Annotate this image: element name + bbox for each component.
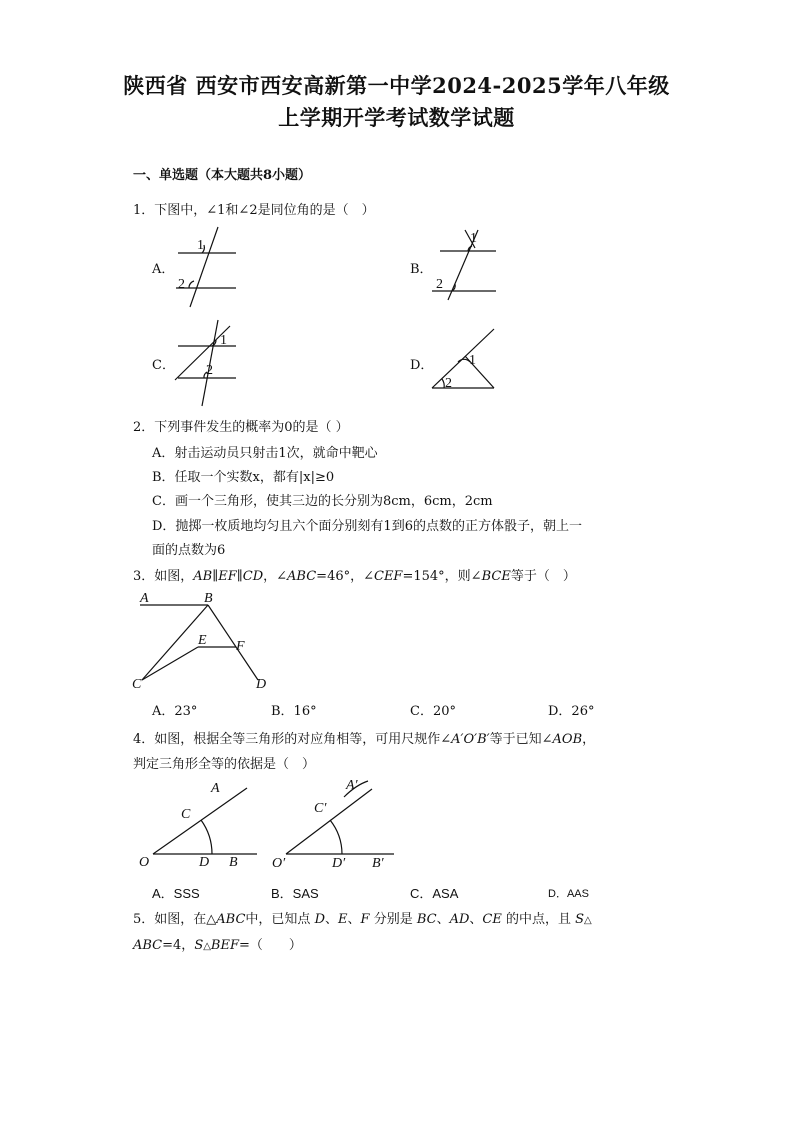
q4r-label-A: A′ [346, 778, 358, 793]
q2-option-c: C．画一个三角形，使其三边的长分别为8cm，6cm，2cm [152, 494, 493, 509]
q1-option-a-label: A． [152, 262, 175, 277]
q3-option-c: C．20° [410, 704, 456, 719]
q4-option-d: D．AAS [548, 888, 589, 900]
q4-option-c: C．ASA [410, 886, 459, 901]
q2-option-b: B．任取一个实数x，都有|x|≥0 [152, 470, 335, 485]
question-4-stem-line1: 4．如图，根据全等三角形的对应角相等，可用尺规作∠A′O′B′等于已知∠AOB， [133, 732, 596, 747]
q4l-label-C: C [181, 807, 191, 822]
q1c-mark-2: 2 [206, 363, 213, 378]
q4r-label-B: B′ [372, 856, 384, 871]
q1-option-c-label: C． [152, 358, 175, 373]
q1-figure-a [170, 225, 250, 310]
question-5-stem-line2: ABC=4，S△BEF=（ ） [133, 938, 302, 953]
q3-option-b: B．16° [271, 704, 317, 719]
q1-figure-b [430, 228, 505, 303]
question-4-stem-line2: 判定三角形全等的依据是（ ） [133, 757, 316, 772]
q3-label-B: B [204, 591, 213, 606]
q4l-label-B: B [229, 855, 238, 870]
q4l-label-A: A [211, 781, 220, 796]
q3-label-F: F [236, 639, 245, 654]
q2-option-a: A．射击运动员只射击1次，就命中靶心 [152, 446, 378, 461]
q2-option-d-line2: 面的点数为6 [152, 543, 226, 558]
page-title-line1: 陕西省 西安市西安高新第一中学2024-2025学年八年级 [123, 73, 670, 98]
q1-figure-c [170, 318, 245, 408]
q3-figure [130, 588, 275, 690]
question-3-stem: 3．如图，AB∥EF∥CD，∠ABC=46°，∠CEF=154°，则∠BCE等于（ ） [133, 569, 576, 584]
q1b-mark-1: 1 [470, 231, 477, 246]
q1-option-d-label: D． [410, 358, 434, 373]
q1-figure-d [430, 326, 500, 391]
q4-option-a: A．SSS [152, 886, 200, 901]
question-5-stem-line1: 5．如图，在△ABC中，已知点 D、E、F 分别是 BC、AD、CE 的中点，且 S△ [133, 912, 592, 927]
q4r-label-O: O′ [272, 856, 286, 871]
q1-option-b-label: B． [410, 262, 433, 277]
q4-option-b: B．SAS [271, 886, 319, 901]
q3-label-D: D [256, 677, 267, 692]
q4l-label-O: O [139, 855, 150, 870]
q4l-label-D: D [199, 855, 210, 870]
q4-figure-left [135, 778, 265, 873]
q1a-mark-1: 1 [197, 238, 204, 253]
q4r-label-D: D′ [332, 856, 346, 871]
q3-label-E: E [198, 633, 207, 648]
q1d-mark-2: 2 [445, 376, 452, 391]
q3-option-d: D．26° [548, 704, 595, 719]
section-heading: 一、单选题（本大题共8小题） [133, 168, 312, 183]
q3-label-C: C [132, 677, 142, 692]
page-title-line2: 上学期开学考试数学试题 [278, 105, 515, 130]
q3-label-A: A [140, 591, 149, 606]
question-1-stem: 1．下图中，∠1和∠2是同位角的是（ ） [133, 203, 375, 218]
question-2-stem: 2．下列事件发生的概率为0的是（ ） [133, 420, 349, 435]
q3-option-a: A．23° [152, 704, 198, 719]
q1c-mark-1: 1 [220, 333, 227, 348]
q4r-label-C: C′ [314, 801, 327, 816]
q4-figure-right [272, 775, 402, 873]
q2-option-d-line1: D．抛掷一枚质地均匀且六个面分别刻有1到6的点数的正方体骰子，朝上一 [152, 519, 582, 534]
q1a-mark-2: 2 [178, 277, 185, 292]
q1d-mark-1: 1 [469, 353, 476, 368]
q1b-mark-2: 2 [436, 277, 443, 292]
